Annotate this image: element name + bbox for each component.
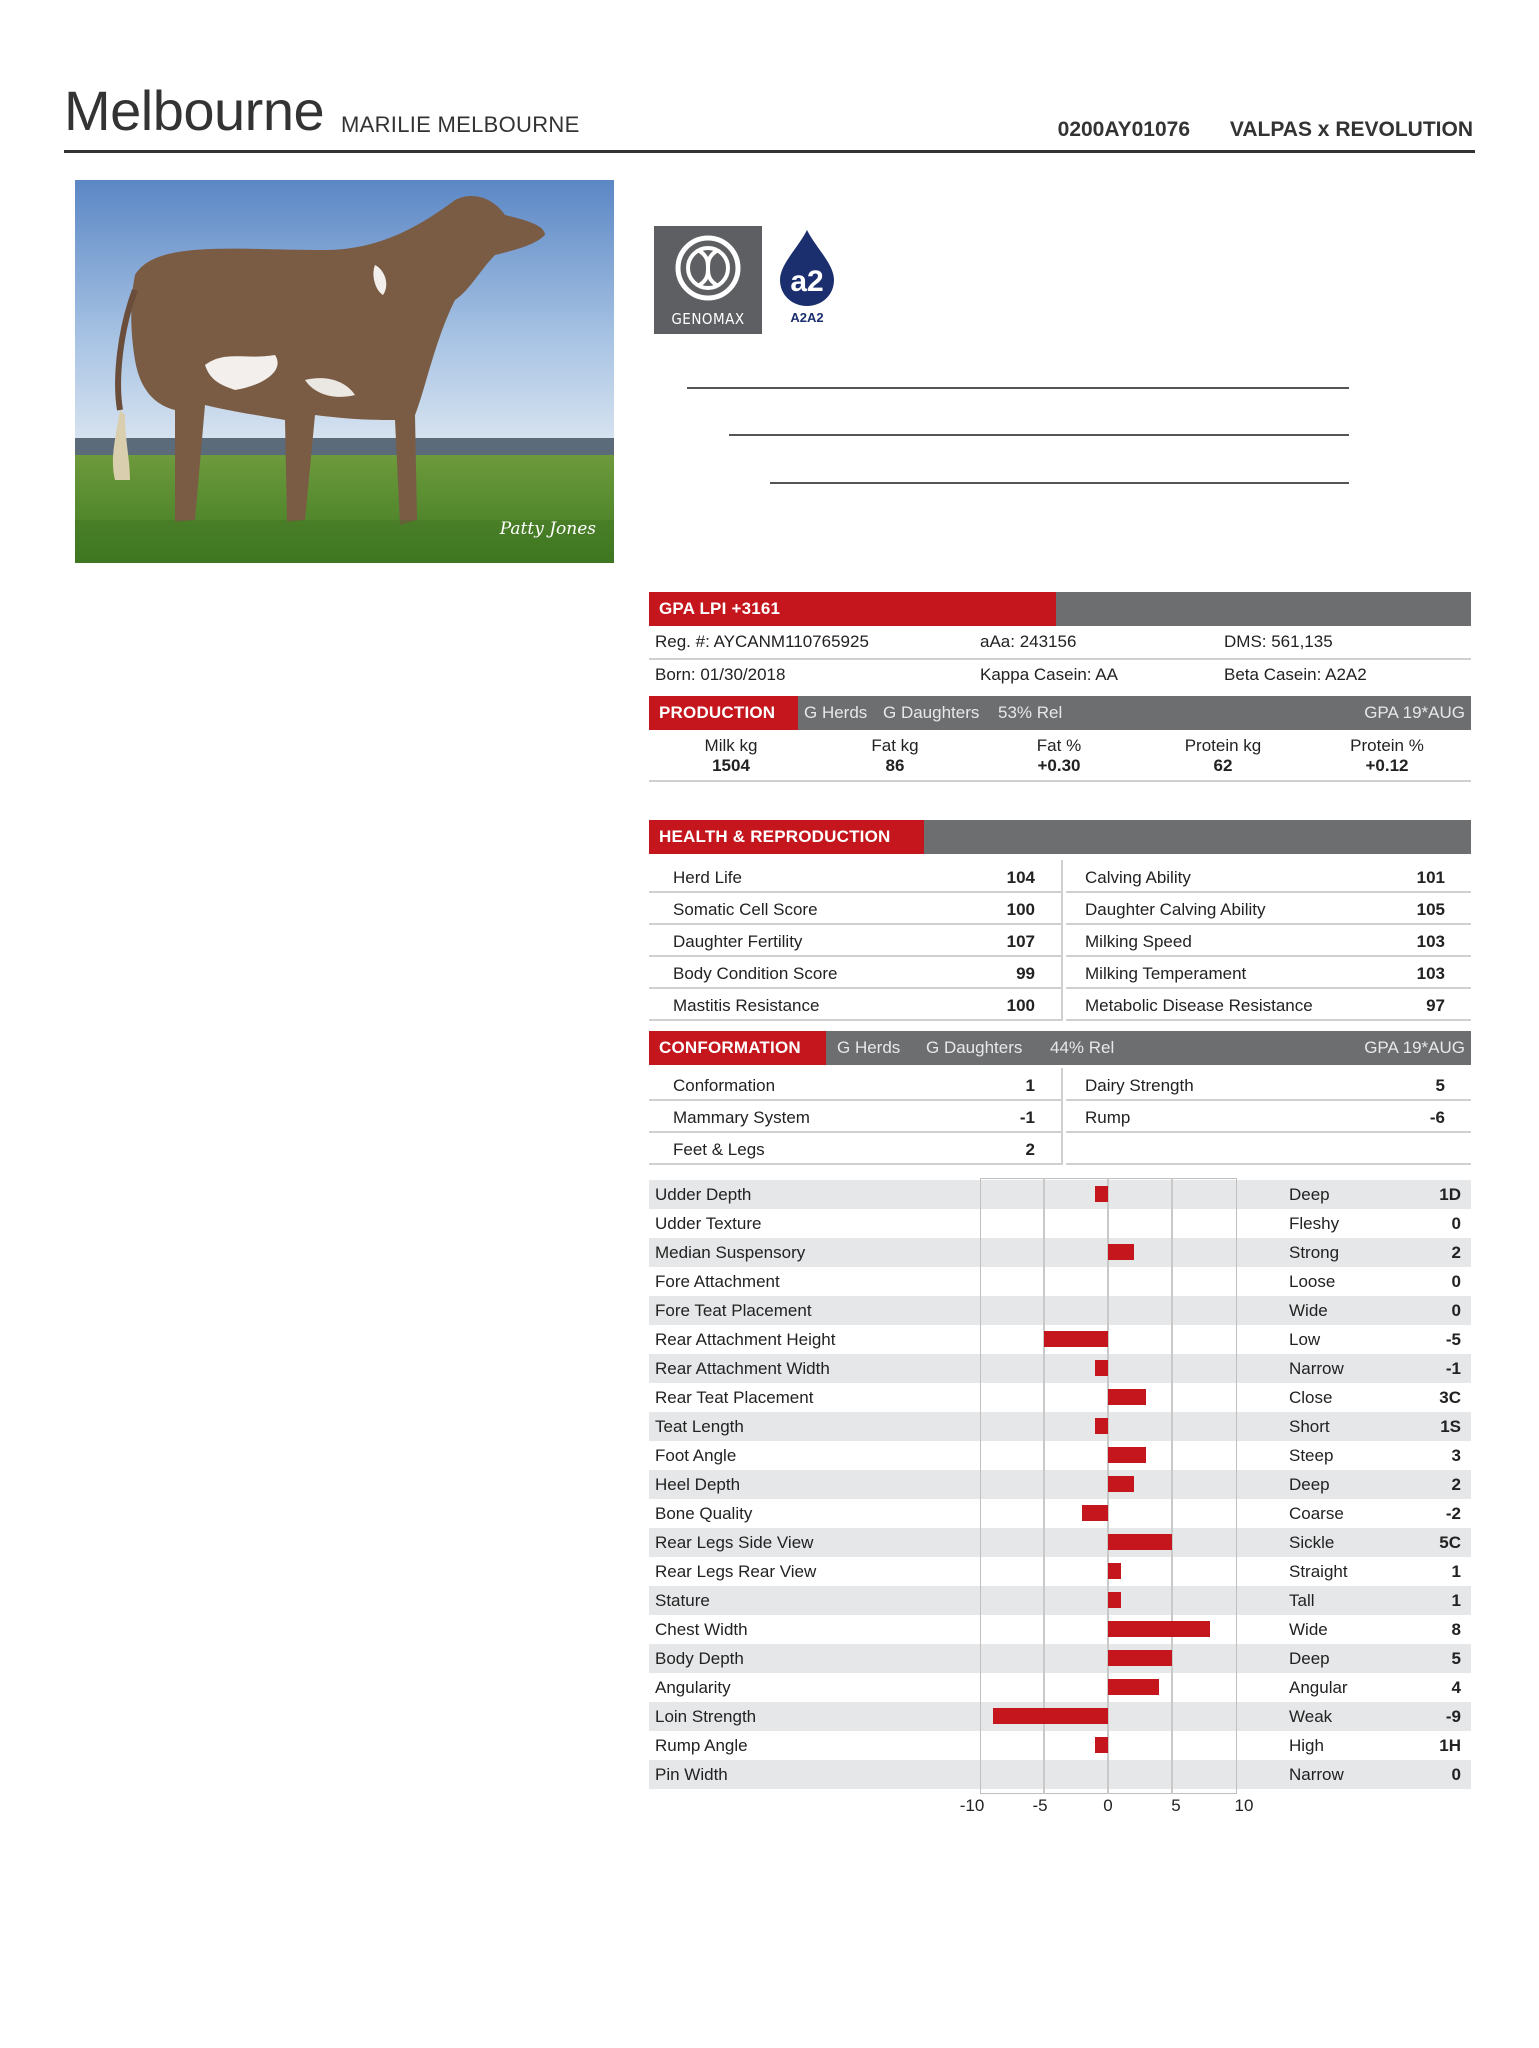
conformation-label: Rump (1085, 1108, 1131, 1127)
trait-extreme: Narrow (1289, 1765, 1344, 1784)
trait-extreme: Angular (1289, 1678, 1348, 1697)
health-title: HEALTH & REPRODUCTION (649, 820, 924, 854)
production-protein-pct (1307, 736, 1467, 776)
health-row (673, 926, 1035, 956)
a2-badge (776, 228, 838, 332)
trait-score: 1 (1451, 1562, 1461, 1581)
trait-label: Bone Quality (655, 1504, 753, 1523)
health-row (1085, 958, 1445, 988)
health-label: Metabolic Disease Resistance (1085, 996, 1313, 1015)
trait-label: Chest Width (655, 1620, 748, 1639)
divider (1066, 1099, 1471, 1101)
pedigree: VALPAS x REVOLUTION (1229, 118, 1473, 141)
divider (1066, 891, 1471, 893)
trait-extreme: Steep (1289, 1446, 1334, 1465)
fat-pct-label: Fat % (1036, 736, 1082, 755)
health-value: 107 (1006, 932, 1035, 951)
production-title: PRODUCTION (649, 696, 798, 730)
health-row (1085, 862, 1445, 892)
trait-extreme: Coarse (1289, 1504, 1344, 1523)
trait-score: 0 (1451, 1214, 1461, 1233)
trait-label: Pin Width (655, 1765, 728, 1784)
health-label: Body Condition Score (673, 964, 838, 983)
trait-label: Foot Angle (655, 1446, 737, 1465)
divider (649, 987, 1061, 989)
trait-extreme: Deep (1289, 1475, 1330, 1494)
divider (649, 1163, 1061, 1165)
production-rel: 53% Rel (998, 703, 1063, 722)
milk-label: Milk kg (704, 736, 758, 755)
health-value: 103 (1416, 932, 1445, 951)
trait-extreme: Tall (1289, 1591, 1315, 1610)
trait-label: Udder Texture (655, 1214, 762, 1233)
production-gpa: GPA 19*AUG (1364, 703, 1465, 722)
production-fat-pct (979, 736, 1139, 776)
conformation-label: Conformation (673, 1076, 776, 1095)
blank-line-1 (687, 387, 1349, 389)
conformation-label: Dairy Strength (1085, 1076, 1194, 1095)
trait-bar (1108, 1650, 1172, 1666)
protein-kg-value: 62 (1213, 756, 1233, 775)
production-protein-kg (1143, 736, 1303, 776)
divider (649, 658, 1471, 660)
trait-label: Udder Depth (655, 1185, 752, 1204)
health-label: Mastitis Resistance (673, 996, 820, 1015)
bull-name: Melbourne (64, 79, 325, 142)
dna-icon (654, 226, 762, 311)
trait-extreme: High (1289, 1736, 1324, 1755)
gridline (1171, 1178, 1173, 1794)
divider (1066, 923, 1471, 925)
trait-label: Fore Teat Placement (655, 1301, 812, 1320)
trait-label: Loin Strength (655, 1707, 757, 1726)
trait-bar (1108, 1447, 1146, 1463)
trait-bar (1095, 1737, 1108, 1753)
trait-extreme: Wide (1289, 1620, 1328, 1639)
health-value: 100 (1006, 900, 1035, 919)
column-divider (1061, 860, 1063, 1021)
health-value: 105 (1416, 900, 1445, 919)
conformation-daughters: G Daughters (926, 1038, 1023, 1057)
conformation-title: CONFORMATION (649, 1031, 826, 1065)
health-value: 99 (1016, 964, 1035, 983)
trait-bar (1095, 1418, 1108, 1434)
blank-line-2 (729, 434, 1349, 436)
trait-bar (1108, 1389, 1146, 1405)
dms-code: DMS: 561,135 (1224, 632, 1333, 651)
trait-score: 5 (1451, 1649, 1461, 1668)
health-label: Daughter Fertility (673, 932, 803, 951)
divider (649, 780, 1471, 782)
divider (1066, 1019, 1471, 1021)
production-fat-kg (815, 736, 975, 776)
trait-extreme: Fleshy (1289, 1214, 1340, 1233)
trait-score: 4 (1451, 1678, 1461, 1697)
trait-label: Fore Attachment (655, 1272, 780, 1291)
health-row (673, 990, 1035, 1020)
gpa-lpi-bar (649, 592, 1471, 626)
trait-extreme: Close (1289, 1388, 1333, 1407)
trait-label: Rump Angle (655, 1736, 748, 1755)
trait-extreme: Short (1289, 1417, 1330, 1436)
a2-mark: a2 (790, 265, 824, 298)
trait-bar (1044, 1331, 1108, 1347)
conformation-value: -1 (1019, 1108, 1035, 1127)
axis-tick-label: -5 (1032, 1796, 1048, 1815)
trait-score: -5 (1445, 1330, 1461, 1349)
reg-number: Reg. #: AYCANM110765925 (655, 632, 869, 651)
trait-extreme: Loose (1289, 1272, 1336, 1291)
production-milk (651, 736, 811, 776)
trait-score: 1 (1451, 1591, 1461, 1610)
conformation-value: -6 (1429, 1108, 1445, 1127)
health-label: Milking Temperament (1085, 964, 1247, 983)
trait-bar (1095, 1186, 1108, 1202)
protein-pct-value: +0.12 (1365, 756, 1409, 775)
trait-label: Rear Teat Placement (655, 1388, 814, 1407)
conformation-label: Feet & Legs (673, 1140, 765, 1159)
aaa-code: aAa: 243156 (980, 632, 1077, 651)
health-value: 101 (1416, 868, 1445, 887)
gridline (1043, 1178, 1045, 1794)
trait-bar (993, 1708, 1108, 1724)
beta-casein: Beta Casein: A2A2 (1224, 665, 1367, 684)
health-value: 104 (1006, 868, 1035, 887)
trait-score: 1H (1439, 1736, 1461, 1755)
trait-bar (1108, 1679, 1159, 1695)
protein-pct-label: Protein % (1350, 736, 1424, 755)
trait-extreme: Narrow (1289, 1359, 1344, 1378)
divider (1066, 1131, 1471, 1133)
trait-label: Median Suspensory (655, 1243, 806, 1262)
health-row (673, 862, 1035, 892)
kappa-casein: Kappa Casein: AA (980, 665, 1118, 684)
health-bar (649, 820, 1471, 854)
fat-kg-label: Fat kg (871, 736, 919, 755)
fat-kg-value: 86 (885, 756, 905, 775)
trait-extreme: Deep (1289, 1185, 1330, 1204)
divider (649, 1019, 1061, 1021)
header-divider (64, 150, 1475, 153)
health-value: 97 (1426, 996, 1445, 1015)
trait-extreme: Straight (1289, 1562, 1348, 1581)
conformation-herds: G Herds (837, 1038, 901, 1057)
trait-label: Rear Legs Rear View (655, 1562, 817, 1581)
trait-extreme: Sickle (1289, 1533, 1335, 1552)
axis-tick-label: -10 (959, 1796, 985, 1815)
health-value: 100 (1006, 996, 1035, 1015)
bull-photo (75, 180, 614, 563)
stud-code: 0200AY01076 (1057, 118, 1190, 141)
conformation-value: 1 (1025, 1076, 1035, 1095)
divider (649, 1099, 1061, 1101)
health-label: Daughter Calving Ability (1085, 900, 1266, 919)
conformation-row (673, 1102, 1035, 1132)
birth-date: Born: 01/30/2018 (655, 665, 786, 684)
conformation-bar (649, 1031, 1471, 1065)
health-label: Herd Life (673, 868, 742, 887)
conformation-value: 2 (1025, 1140, 1035, 1159)
trait-extreme: Weak (1289, 1707, 1333, 1726)
divider (649, 923, 1061, 925)
trait-score: 2 (1451, 1475, 1461, 1494)
gpa-lpi-title: GPA LPI +3161 (649, 592, 1056, 626)
trait-score: -2 (1445, 1504, 1461, 1523)
trait-bar (1082, 1505, 1108, 1521)
trait-label: Rear Attachment Width (655, 1359, 830, 1378)
trait-score: 0 (1451, 1272, 1461, 1291)
trait-score: -9 (1445, 1707, 1461, 1726)
trait-score: 3 (1451, 1446, 1461, 1465)
trait-score: 8 (1451, 1620, 1461, 1639)
axis-tick-label: 5 (1171, 1796, 1181, 1815)
trait-score: 0 (1451, 1301, 1461, 1320)
production-daughters: G Daughters (883, 703, 980, 722)
protein-kg-label: Protein kg (1184, 736, 1262, 755)
trait-score: 2 (1451, 1243, 1461, 1262)
axis-tick-label: 0 (1103, 1796, 1113, 1815)
trait-bar (1108, 1534, 1172, 1550)
trait-score: 5C (1439, 1533, 1461, 1552)
health-row (1085, 894, 1445, 924)
photo-credit: Patty Jones (499, 519, 596, 539)
health-label: Somatic Cell Score (673, 900, 818, 919)
trait-extreme: Strong (1289, 1243, 1340, 1262)
trait-bar (1108, 1592, 1121, 1608)
conformation-row (1085, 1070, 1445, 1100)
trait-extreme: Wide (1289, 1301, 1328, 1320)
trait-score: 1D (1439, 1185, 1461, 1204)
trait-score: -1 (1445, 1359, 1461, 1378)
production-bar (649, 696, 1471, 730)
axis-tick-label: 10 (1234, 1796, 1254, 1815)
milk-drop-icon (776, 228, 838, 308)
divider (649, 1131, 1061, 1133)
trait-label: Heel Depth (655, 1475, 741, 1494)
conformation-row (673, 1070, 1035, 1100)
blank-line-3 (770, 482, 1349, 484)
trait-label: Body Depth (655, 1649, 744, 1668)
trait-bar (1108, 1476, 1134, 1492)
genomax-label: GENOMAX (671, 310, 745, 328)
trait-label: Stature (655, 1591, 710, 1610)
trait-bar (1108, 1621, 1210, 1637)
registered-name: MARILIE MELBOURNE (341, 112, 580, 137)
health-label: Milking Speed (1085, 932, 1192, 951)
conformation-value: 5 (1435, 1076, 1445, 1095)
milk-value: 1504 (712, 756, 750, 775)
conformation-rel: 44% Rel (1050, 1038, 1115, 1057)
divider (1066, 987, 1471, 989)
a2-label: A2A2 (790, 310, 824, 325)
health-row (673, 894, 1035, 924)
trait-score: 3C (1439, 1388, 1461, 1407)
genomax-badge (654, 226, 762, 334)
column-divider (1061, 1068, 1063, 1165)
trait-label: Angularity (655, 1678, 731, 1697)
conformation-label: Mammary System (673, 1108, 810, 1127)
health-row (1085, 926, 1445, 956)
divider (1066, 955, 1471, 957)
health-label: Calving Ability (1085, 868, 1191, 887)
trait-bar (1095, 1360, 1108, 1376)
trait-extreme: Low (1289, 1330, 1321, 1349)
trait-score: 0 (1451, 1765, 1461, 1784)
conformation-gpa: GPA 19*AUG (1364, 1038, 1465, 1057)
divider (649, 955, 1061, 957)
production-herds: G Herds (804, 703, 868, 722)
trait-bar (1108, 1563, 1121, 1579)
health-row (1085, 990, 1445, 1020)
trait-label: Rear Legs Side View (655, 1533, 814, 1552)
fat-pct-value: +0.30 (1037, 756, 1081, 775)
trait-bar (1108, 1244, 1134, 1260)
health-row (673, 958, 1035, 988)
trait-label: Rear Attachment Height (655, 1330, 836, 1349)
trait-extreme: Deep (1289, 1649, 1330, 1668)
conformation-row (673, 1134, 1035, 1164)
divider (1066, 1163, 1471, 1165)
divider (649, 891, 1061, 893)
health-value: 103 (1416, 964, 1445, 983)
trait-label: Teat Length (655, 1417, 744, 1436)
conformation-row (1085, 1102, 1445, 1132)
trait-score: 1S (1440, 1417, 1461, 1436)
